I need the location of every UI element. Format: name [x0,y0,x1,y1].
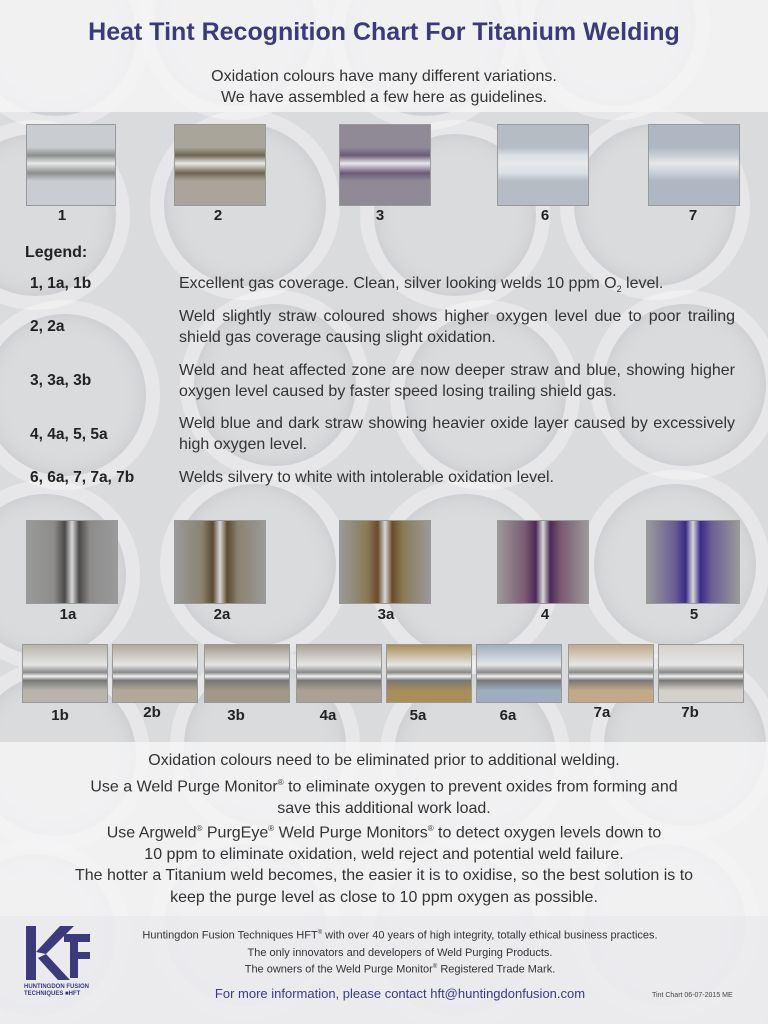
sample-label: 7b [681,704,699,721]
titanium-text: The hotter a Titanium weld becomes, the easier it is to oxidise, so the best solution is to keep the purge level as close to 10 ppm oxygen as possible. [74,867,694,906]
sample-label: 1 [57,207,67,224]
weld-sample-6 [497,124,589,206]
intro-text [0,66,768,108]
intro-line-1: Oxidation colours have many different variations. [211,68,557,85]
intro-line-2: We have assembled a few here as guidelines. [220,89,548,106]
sample-label: 2 [213,207,223,224]
owners-line: The owners of the Weld Purge Monitor® Registered Trade Mark. [244,963,556,976]
sample-label: 5 [689,606,699,623]
hft-logo [24,924,92,1014]
weld-sample-7b [658,644,744,703]
sample-label: 2b [143,704,161,721]
sample-label: 3 [375,207,385,224]
weld-sample-5 [646,520,740,604]
weld-sample-3 [339,124,431,206]
elimination-text: Oxidation colours need to be eliminated prior to additional welding. Use a Weld Purge Monitor® to eliminate oxygen to prevent oxides from forming and save this additional work load. [90,752,678,818]
weld-sample-5a [386,644,472,703]
page-title: Heat Tint Recognition Chart For Titanium Welding [88,18,680,46]
legend-code: 1, 1a, 1b [30,275,92,292]
legend-code: 4, 4a, 5, 5a [30,426,108,443]
legend-text: Welds silvery to white with intolerable oxidation level. [179,469,554,486]
weld-sample-2 [174,124,266,206]
legend-code: 6, 6a, 7, 7a, 7b [30,469,135,486]
legend-code: 3, 3a, 3b [30,372,92,389]
weld-sample-4a [296,644,382,703]
sample-label: 5a [409,707,427,724]
sample-label: 1b [51,707,69,724]
weld-sample-7a [568,644,654,703]
weld-sample-6a [476,644,562,703]
version-label: Tint Chart 06-07-2015 ME [652,992,733,999]
legend-code: 2, 2a [30,318,65,335]
weld-sample-1b [22,644,108,703]
logo-text: HUNTINGDON FUSION TECHNIQUES ■HFT [24,984,89,997]
weld-sample-1a [26,520,118,604]
company-line: Huntingdon Fusion Techniques HFT® with over 40 years of high integrity, totally ethical business practices. [142,929,658,942]
weld-sample-1 [26,124,116,206]
sample-label: 2a [213,606,231,623]
sample-label: 1a [59,606,77,623]
sample-label: 4a [319,707,337,724]
legend-text: Weld slightly straw coloured shows higher oxygen level due to poor trailing shield gas coverage causing slight oxidation. [179,308,735,346]
weld-sample-3b [204,644,290,703]
hft-logo-mark-icon [24,924,92,982]
legend-title: Legend: [25,244,88,261]
legend-text: Weld and heat affected zone are now deeper straw and blue, showing higher oxygen level caused by faster speed losing trailing shield gas. [179,362,735,400]
weld-sample-7 [648,124,740,206]
sample-label: 6a [499,707,517,724]
sample-label: 7a [593,704,611,721]
legend-text: Excellent gas coverage. Clean, silver looking welds 10 ppm $O_2$ level. [179,275,664,295]
sample-label: 3b [227,707,245,724]
sample-label: 7 [688,207,698,224]
sample-label: 4 [540,606,550,623]
sample-label: 3a [377,606,395,623]
purgeye-text: Use Argweld® PurgEye® Weld Purge Monitors® to detect oxygen levels down to 10 ppm to eliminate oxidation, weld reject and potential weld failure. [106,824,662,864]
weld-sample-2b [112,644,198,703]
sample-label: 6 [540,207,550,224]
innovators-line: The only innovators and developers of Weld Purging Products. [247,947,553,959]
weld-sample-2a [174,520,266,604]
legend-text: Weld blue and dark straw showing heavier oxide layer caused by excessively high oxygen level. [179,415,735,453]
weld-sample-3a [339,520,431,604]
contact-link[interactable]: For more information, please contact hft@huntingdonfusion.com [214,986,586,1001]
weld-sample-4 [497,520,589,604]
